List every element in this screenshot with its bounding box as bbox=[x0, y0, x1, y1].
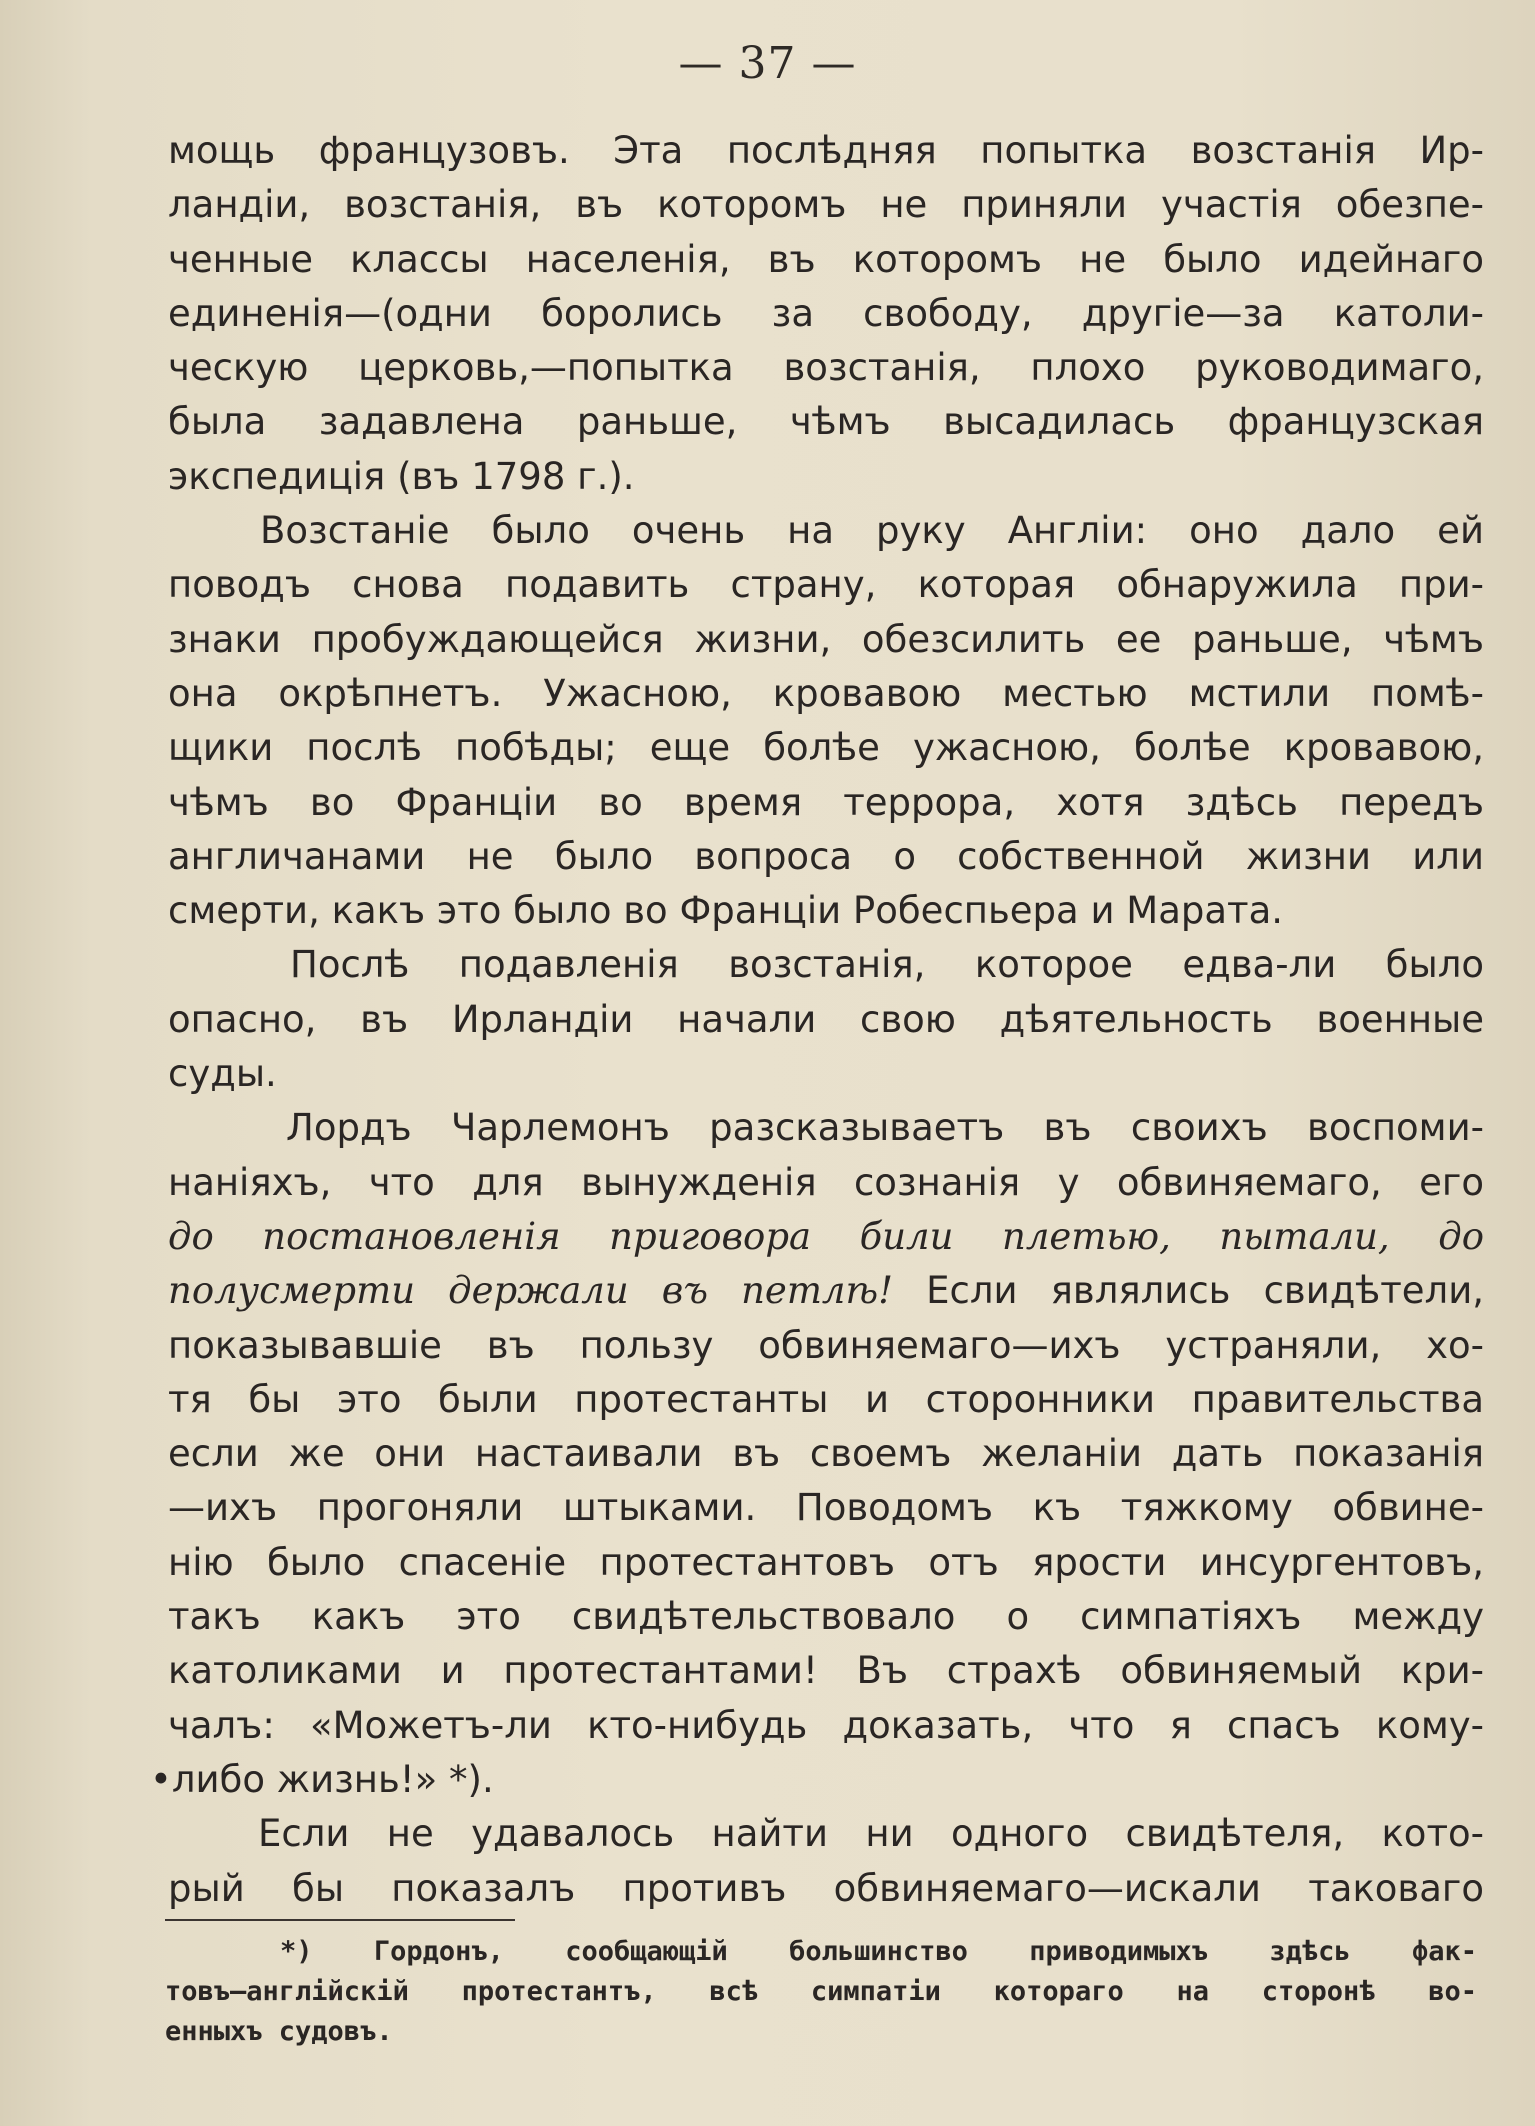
text-line: Послѣ подавленія возстанія, которое едва-ли было bbox=[290, 943, 1484, 987]
text-line: тя бы это были протестанты и сторонники правительства bbox=[168, 1377, 1484, 1421]
text-line: —ихъ прогоняли штыками. Поводомъ къ тяжкому обвине- bbox=[168, 1486, 1484, 1530]
text-line: нію было спасеніе протестантовъ отъ ярости инсургентовъ, bbox=[168, 1540, 1484, 1584]
text-line: рый бы показалъ противъ обвиняемаго—искали таковаго bbox=[168, 1866, 1484, 1910]
text-line: смерти, какъ это было во Франціи Робеспьера и Марата. bbox=[168, 889, 1284, 933]
text-line: она окрѣпнетъ. Ужасною, кровавою местью мстили помѣ- bbox=[168, 671, 1484, 715]
text-line: ландіи, возстанія, въ которомъ не приняли участія обезпе- bbox=[168, 183, 1484, 227]
footnote-divider bbox=[165, 1919, 515, 1921]
text-line: суды. bbox=[168, 1052, 277, 1096]
text-line: Лордъ Чарлемонъ разсказываетъ въ своихъ воспоми- bbox=[286, 1106, 1484, 1150]
text-line: такъ какъ это свидѣтельствовало о симпатіяхъ между bbox=[168, 1595, 1484, 1639]
body-text bbox=[150, 124, 1484, 1916]
text-line: Возстаніе было очень на руку Англіи: оно дало ей bbox=[260, 509, 1484, 553]
paragraph-1 bbox=[168, 124, 1484, 504]
footnote-line: товъ—англійскій протестантъ, всѣ симпатіи котораго на сторонѣ во- bbox=[165, 1976, 1477, 2007]
text-line: ченные классы населенія, въ которомъ не было идейнаго bbox=[168, 237, 1484, 281]
footnote-line: *) Гордонъ, сообщающій большинство приводимыхъ здѣсь фак- bbox=[280, 1936, 1477, 1967]
mixed-text-line bbox=[168, 1264, 1484, 1318]
text-line: знаки пробуждающейся жизни, обезсилить ее раньше, чѣмъ bbox=[168, 617, 1484, 661]
text-line: единенія—(одни боролись за свободу, другіе—за католи- bbox=[168, 291, 1484, 335]
text-line: мощь французовъ. Эта послѣдняя попытка возстанія Ир- bbox=[168, 129, 1484, 172]
text-phrase: Если являлись свидѣтели, bbox=[926, 1269, 1484, 1313]
text-line: щики послѣ побѣды; еще болѣе ужасною, болѣе кровавою, bbox=[168, 726, 1484, 770]
text-line: ческую церковь,—попытка возстанія, плохо руководимаго, bbox=[168, 346, 1484, 390]
text-line: была задавлена раньше, чѣмъ высадилась французская bbox=[168, 400, 1484, 444]
text-line: наніяхъ, что для вынужденія сознанія у обвиняемаго, его bbox=[168, 1160, 1484, 1204]
paragraph-4 bbox=[150, 1101, 1484, 1807]
text-line: Если не удавалось найти ни одного свидѣтеля, кото- bbox=[258, 1812, 1484, 1856]
text-line: опасно, въ Ирландіи начали свою дѣятельность военные bbox=[168, 997, 1484, 1041]
text-line: католиками и протестантами! Въ страхѣ обвиняемый кри- bbox=[168, 1649, 1484, 1693]
italic-phrase: полусмерти держали въ петлѣ! bbox=[168, 1269, 893, 1313]
text-line: чѣмъ во Франціи во время террора, хотя здѣсь передъ bbox=[168, 780, 1484, 824]
paragraph-5 bbox=[168, 1807, 1484, 1916]
text-line: •либо жизнь!» *). bbox=[150, 1757, 494, 1801]
text-line: англичанами не было вопроса о собственной жизни или bbox=[168, 834, 1484, 878]
footnote bbox=[165, 1932, 1477, 2052]
text-line: чалъ: «Можетъ-ли кто-нибудь доказать, что я спасъ кому- bbox=[168, 1703, 1484, 1747]
text-line: поводъ снова подавить страну, которая обнаружила при- bbox=[168, 563, 1484, 607]
page-number: — 37 — bbox=[678, 38, 857, 89]
text-line: показывавшіе въ пользу обвиняемаго—ихъ устраняли, хо- bbox=[168, 1323, 1484, 1367]
text-line: экспедиція (въ 1798 г.). bbox=[168, 454, 635, 498]
paragraph-2 bbox=[168, 504, 1484, 938]
italic-text-line: до постановленія приговора били плетью, пытали, до bbox=[168, 1214, 1484, 1258]
footnote-line: енныхъ судовъ. bbox=[165, 2016, 393, 2047]
text-line: если же они настаивали въ своемъ желаніи дать показанія bbox=[168, 1432, 1484, 1476]
paragraph-3 bbox=[168, 938, 1484, 1101]
